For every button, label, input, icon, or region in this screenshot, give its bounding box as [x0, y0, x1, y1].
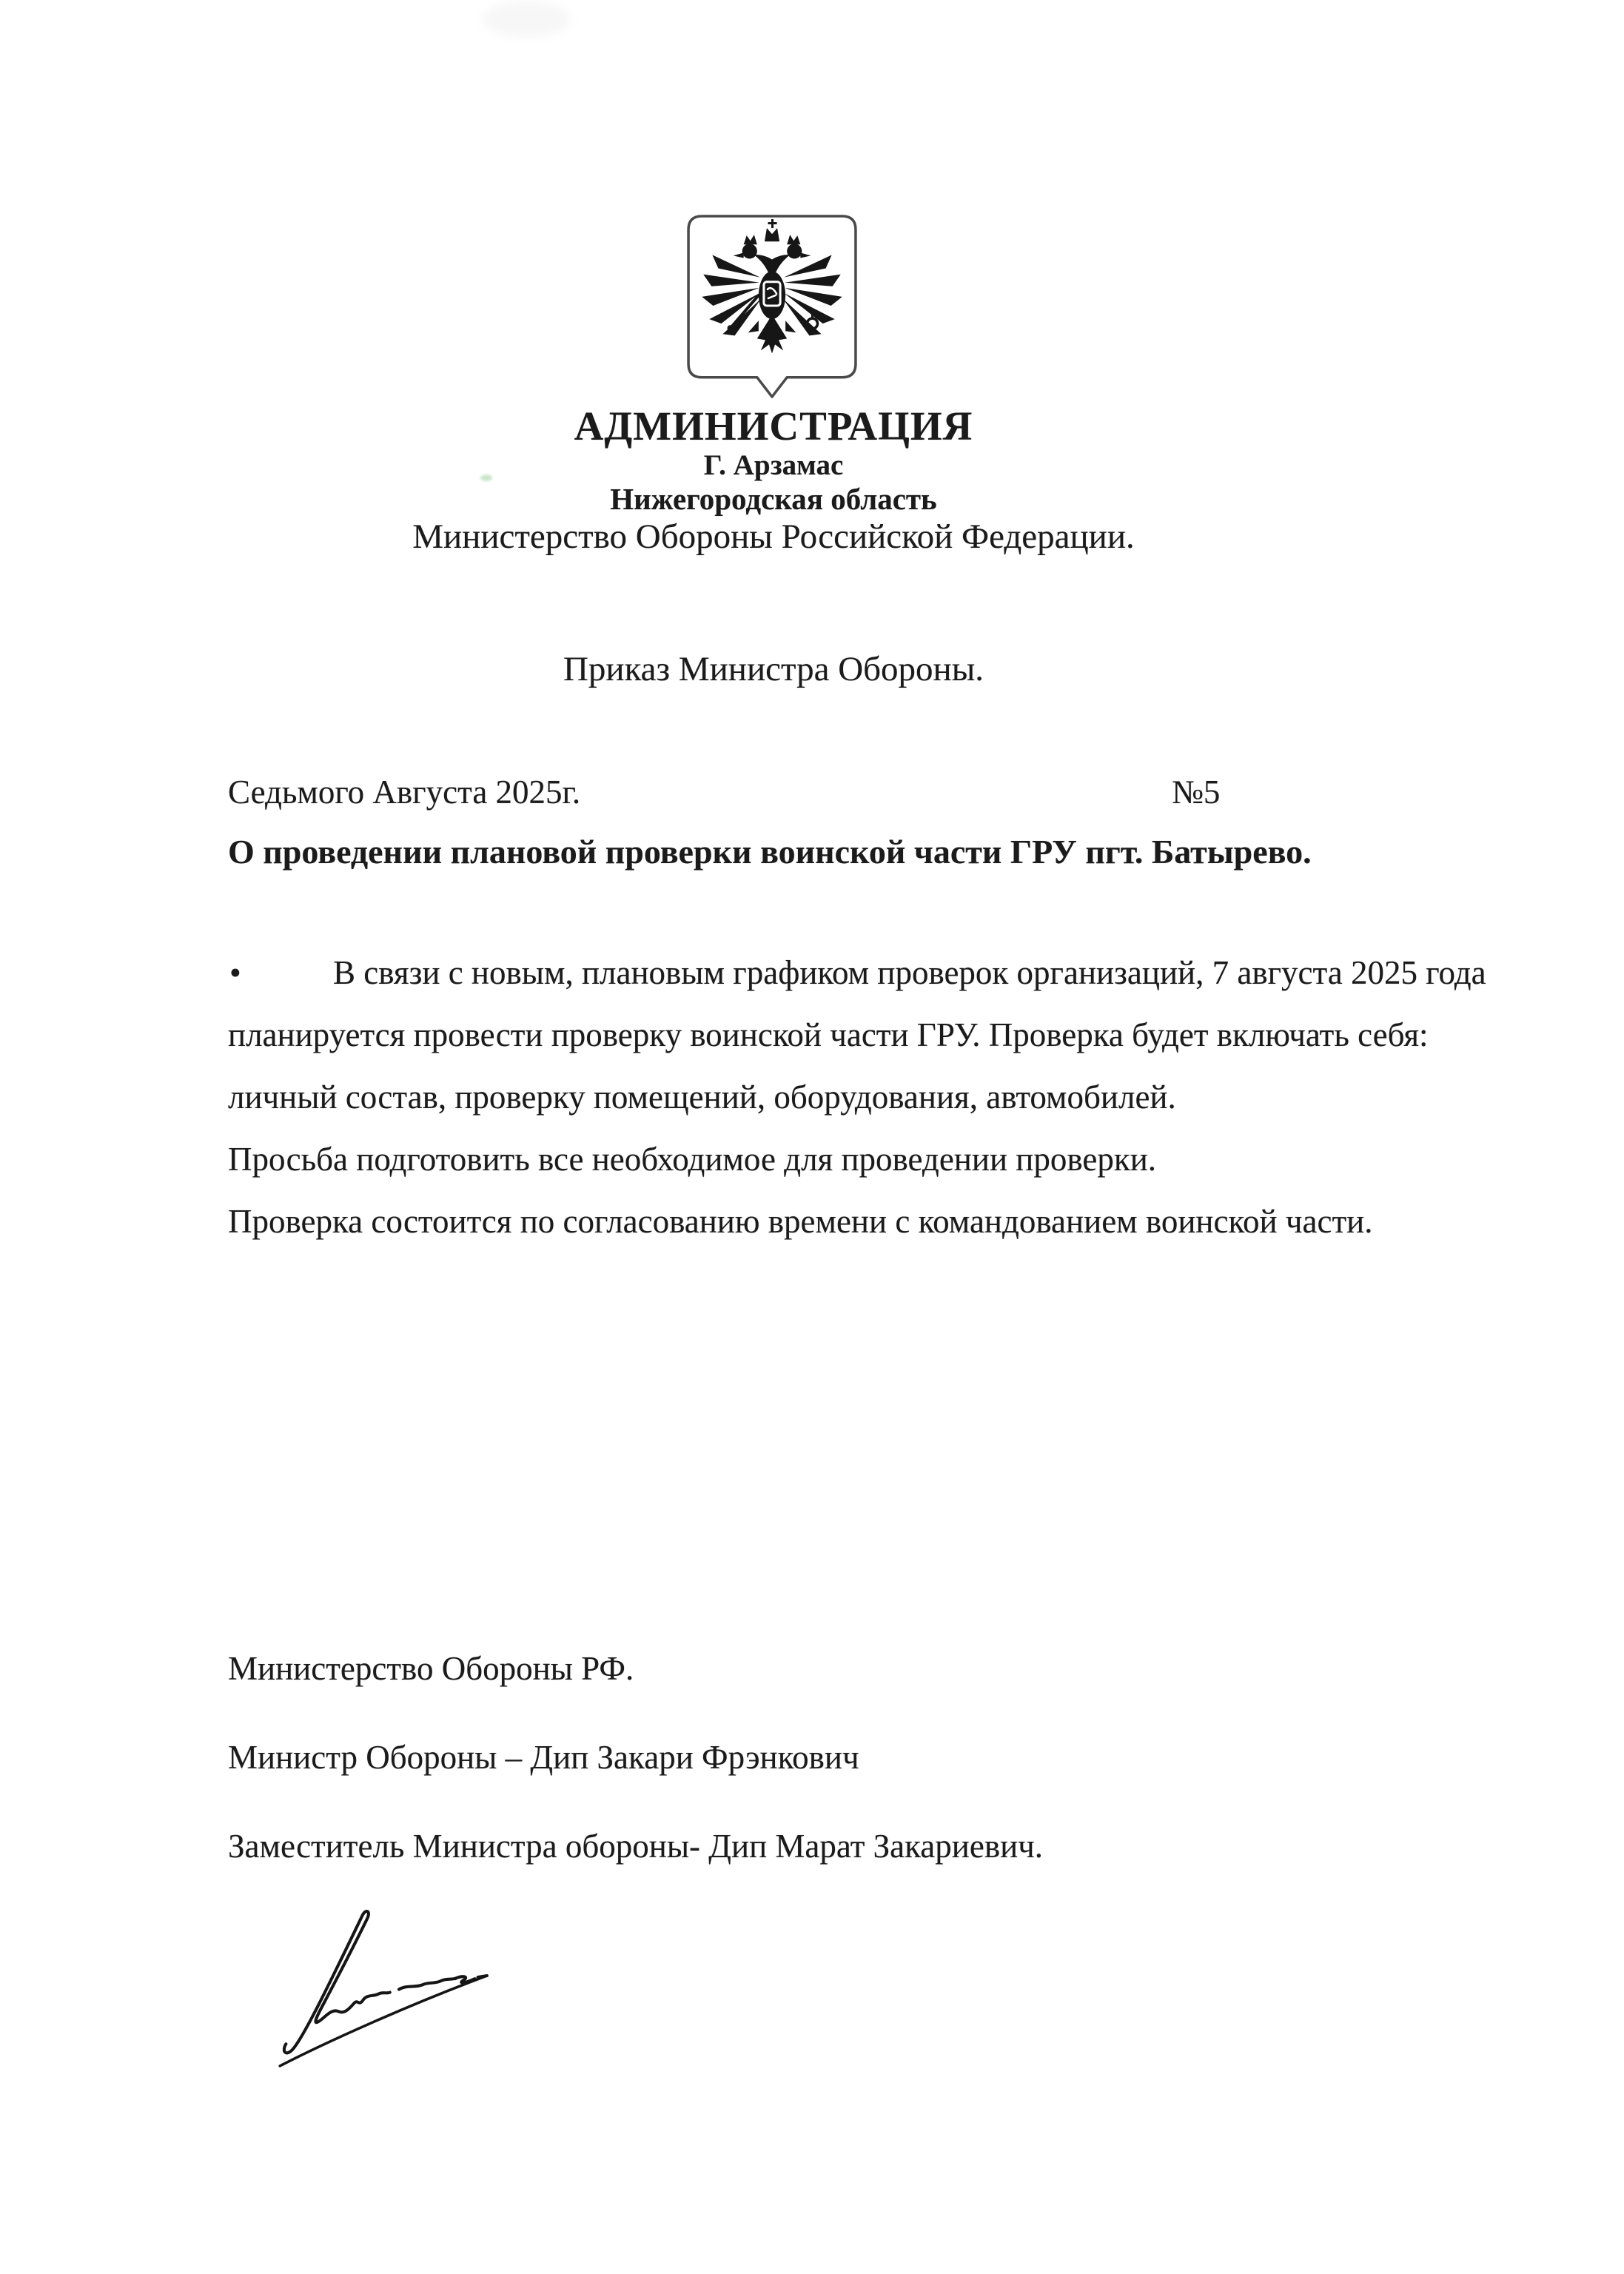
- date-number-row: [228, 773, 1498, 817]
- body-paragraph: [228, 942, 1486, 1128]
- double-headed-eagle-icon: [684, 210, 860, 404]
- body-paragraph-text: В связи с новым, плановым графиком проверок организаций, 7 августа 2025 года планируется провести проверку воинской части ГРУ. Проверка будет включать себя: личный состав, проверку помещений, оборудования, автомобилей.: [228, 954, 1486, 1116]
- city-line: Г. Арзамас: [703, 449, 844, 481]
- letterhead: [0, 403, 1547, 557]
- signature-scrawl-icon: [275, 1908, 491, 2073]
- signature-organization: Министерство Обороны РФ.: [228, 1650, 634, 1687]
- region-line: Нижегородская область: [610, 482, 937, 516]
- bullet-marker: •: [229, 954, 241, 991]
- coat-of-arms-frame: [684, 210, 860, 404]
- document-number: №5: [1172, 774, 1221, 811]
- order-body: [228, 942, 1486, 1252]
- signature-block: [228, 1637, 1486, 1904]
- ministry-line: Министерство Обороны Российской Федерации.: [412, 517, 1135, 556]
- body-paragraph: Проверка состоится по согласованию времени с командованием воинской части.: [228, 1203, 1373, 1240]
- document-type-title: Приказ Министра Обороны.: [563, 650, 984, 688]
- signature-minister: Министр Обороны – Дип Закари Фрэнкович: [228, 1739, 859, 1776]
- signature-deputy: Заместитель Министра обороны- Дип Марат Закариевич.: [228, 1828, 1044, 1865]
- administration-title: АДМИНИСТРАЦИЯ: [574, 403, 973, 449]
- handwritten-signature: [275, 1908, 491, 2073]
- scan-smudge: [483, 1, 570, 37]
- order-subject: О проведении плановой проверки воинской части ГРУ пгт. Батырево.: [228, 833, 1312, 871]
- body-paragraph: Просьба подготовить все необходимое для проведении проверки.: [228, 1141, 1157, 1178]
- document-date: Седьмого Августа 2025г.: [228, 774, 581, 811]
